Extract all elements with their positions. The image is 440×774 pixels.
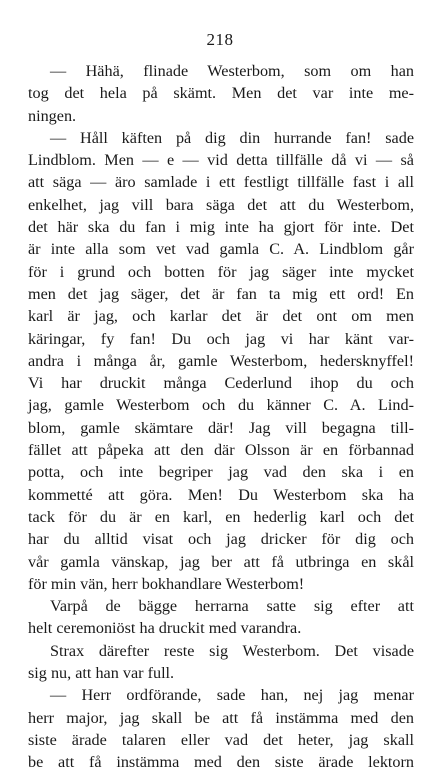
text-line: kommetté att göra. Men! Du Westerbom ska ha	[28, 485, 414, 504]
text-line: Strax därefter reste sig Westerbom. Det visade	[50, 641, 414, 660]
text-line: Vi har druckit många Cederlund ihop du och	[28, 374, 414, 393]
text-line: för i grund och botten för jag säger inte mycket	[28, 262, 414, 281]
page-number: 218	[206, 30, 234, 49]
text-line: sig nu, att han var full.	[28, 664, 175, 683]
text-line: tack för du är en karl, en hederlig karl och det	[28, 507, 414, 526]
text-line: helt ceremoniöst ha druckit med varandra.	[28, 619, 302, 638]
text-line: — Hähä, flinade Westerbom, som om han	[50, 62, 414, 80]
text-line: jag, gamle Westerbom och du känner C. A. Lind-	[28, 396, 414, 415]
text-line: har du alltid visat och jag dricker för dig och	[28, 530, 414, 549]
text-line: är inte alla som vet vad gamla C. A. Lindblom går	[28, 240, 414, 259]
text-line: siste ärade talaren eller vad det heter, jag skall	[28, 730, 414, 749]
text-line: herr major, jag skall be att få instämma med den	[28, 708, 414, 727]
text-line: andra i många år, gamle Westerbom, hedersknyffel!	[28, 351, 414, 370]
body-text	[28, 60, 414, 774]
text-line: men det jag säger, det är fan ta mig ett ord! En	[28, 284, 414, 303]
text-line: att säga — äro samlade i ett festligt tillfälle fast i all	[28, 173, 414, 192]
text-line: för min vän, herr bokhandlare Westerbom!	[28, 574, 305, 593]
text-line: Lindblom. Men — e — vid detta tillfälle då vi — så	[28, 151, 414, 170]
text-line: vår gamla vänskap, jag ber att få utbringa en skål	[28, 552, 414, 571]
text-line: ningen.	[28, 106, 77, 125]
text-line: tog det hela på skämt. Men det var inte me-	[28, 84, 414, 103]
text-line: det här ska du fan i mig inte ha gjort för inte. Det	[28, 218, 414, 237]
text-line: enkelhet, jag vill bara säga det att du Westerbom,	[28, 195, 414, 214]
text-line: käringar, fy fan! Du och jag vi har känt var-	[28, 329, 414, 348]
text-line: — Herr ordförande, sade han, nej jag menar	[50, 686, 414, 705]
text-line: — Håll käften på dig din hurrande fan! sade	[50, 128, 414, 147]
text-line: blom, gamle skämtare där! Jag vill begagna till-	[28, 418, 414, 437]
text-line: karl är jag, och karlar det är det ont om men	[28, 307, 414, 326]
text-line: fället att påpeka att den där Olsson är en förbannad	[28, 441, 414, 460]
text-line: potta, och inte begriper jag vad den ska i en	[28, 463, 414, 482]
text-line: Varpå de bägge herrarna satte sig efter att	[50, 597, 414, 616]
text-line: be att få instämma med den siste ärade lektorn	[28, 753, 414, 772]
